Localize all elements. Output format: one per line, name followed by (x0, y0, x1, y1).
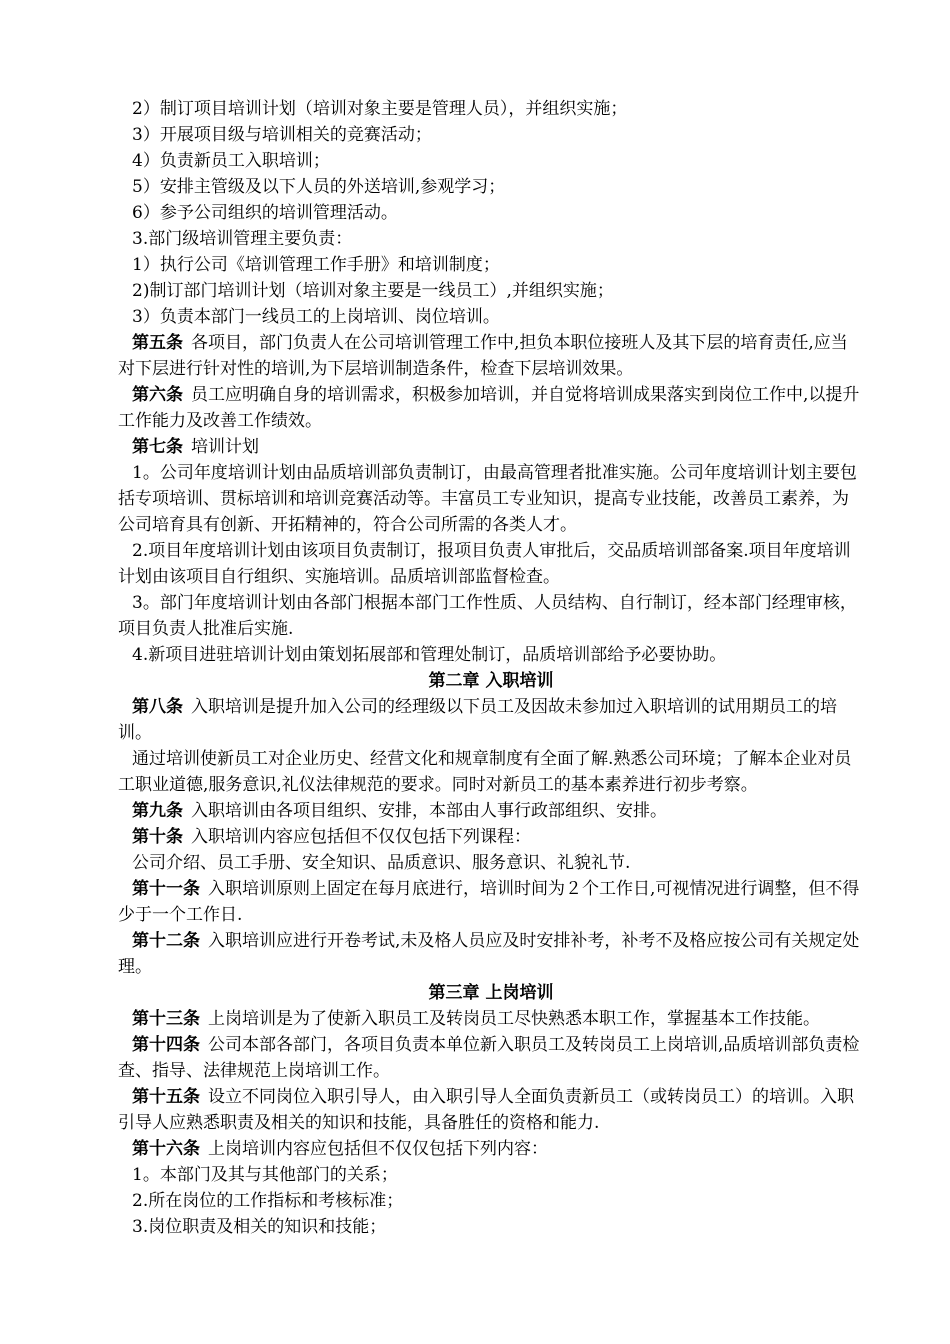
article-text: 入职培训是提升加入公司的经理级以下员工及因故未参加过入职培训的试用期员工的培训。 (118, 697, 837, 743)
article-title: 第十一条 (132, 879, 200, 899)
article-text: 员工应明确自身的培训需求，积极参加培训，并自觉将培训成果落实到岗位工作中,以提升工作能力及改善工作绩效。 (118, 385, 860, 431)
article-5 (118, 330, 864, 382)
article-title: 第七条 (132, 437, 183, 457)
article-title: 第十条 (132, 827, 183, 847)
plan-item: 3。部门年度培训计划由各部门根据本部门工作性质、人员结构、自行制订，经本部门经理审核，项目负责人批准后实施. (118, 593, 857, 639)
article-11 (118, 876, 864, 928)
list-item: 2)制订部门培训计划（培训对象主要是一线员工）,并组织实施； (132, 281, 614, 301)
article-title: 第五条 (132, 333, 183, 353)
list-item: 2）制订项目培训计划（培训对象主要是管理人员），并组织实施； (132, 99, 628, 119)
plan-item: 4.新项目进驻培训计划由策划拓展部和管理处制订，品质培训部给予必要协助。 (132, 645, 727, 665)
article-title: 第十六条 (132, 1139, 200, 1159)
article-title: 第十五条 (132, 1087, 200, 1107)
article-7 (118, 434, 864, 460)
article-12 (118, 928, 864, 980)
plan-item: 1。公司年度培训计划由品质培训部负责制订，由最高管理者批准实施。公司年度培训计划主要包括专项培训、贯标培训和培训竞赛活动等。丰富员工专业知识，提高专业技能，改善员工素养，为公司培育具有创新、开拓精神的，符合公司所需的各类人才。 (118, 463, 857, 535)
article-16 (118, 1136, 864, 1162)
article-text: 培训计划 (191, 437, 259, 457)
article-title: 第十三条 (132, 1009, 200, 1029)
article-text: 入职培训原则上固定在每月底进行，培训时间为２个工作日,可视情况进行调整，但不得少于一个工作日. (118, 879, 860, 925)
article-text: 各项目，部门负责人在公司培训管理工作中,担负本职位接班人及其下层的培育责任,应当对下层进行针对性的培训,为下层培训制造条件，检查下层培训效果。 (118, 333, 848, 379)
article-6 (118, 382, 864, 434)
article-text: 公司本部各部门，各项目负责本单位新入职员工及转岗员工上岗培训,品质培训部负责检查、指导、法律规范上岗培训工作。 (118, 1035, 860, 1081)
article-13 (118, 1006, 864, 1032)
article-text: 设立不同岗位入职引导人，由入职引导人全面负责新员工（或转岗员工）的培训。入职引导人应熟悉职责及相关的知识和技能，具备胜任的资格和能力. (118, 1087, 854, 1133)
list-item: 4）负责新员工入职培训； (132, 151, 330, 171)
article-8 (118, 694, 864, 746)
article-text: 入职培训由各项目组织、安排，本部由人事行政部组织、安排。 (191, 801, 667, 821)
chapter-heading: 第二章 入职培训 (428, 671, 554, 691)
article-title: 第十四条 (132, 1035, 200, 1055)
chapter-heading: 第三章 上岗培训 (428, 983, 554, 1003)
article-title: 第六条 (132, 385, 183, 405)
content-item: 2.所在岗位的工作指标和考核标准； (132, 1191, 404, 1211)
list-item: 3）负责本部门一线员工的上岗培训、岗位培训。 (132, 307, 500, 327)
article-title: 第十二条 (132, 931, 200, 951)
article-text: 入职培训应进行开卷考试,未及格人员应及时安排补考，补考不及格应按公司有关规定处理。 (118, 931, 860, 977)
list-item: 3.部门级培训管理主要负责： (132, 229, 353, 249)
article-10 (118, 824, 864, 850)
content-item: 3.岗位职责及相关的知识和技能； (132, 1217, 387, 1237)
article-title: 第九条 (132, 801, 183, 821)
document-body (118, 96, 864, 1240)
list-item: 5）安排主管级及以下人员的外送培训,参观学习； (132, 177, 506, 197)
article-15 (118, 1084, 864, 1136)
plan-item: 2.项目年度培训计划由该项目负责制订，报项目负责人审批后，交品质培训部备案.项目年度培训计划由该项目自行组织、实施培训。品质培训部监督检查。 (118, 541, 851, 587)
content-item: 1。本部门及其与其他部门的关系； (132, 1165, 398, 1185)
article-title: 第八条 (132, 697, 183, 717)
article-text: 上岗培训是为了使新入职员工及转岗员工尽快熟悉本职工作，掌握基本工作技能。 (208, 1009, 820, 1029)
article-text: 入职培训内容应包括但不仅仅包括下列课程： (191, 827, 531, 847)
list-item: 6）参予公司组织的培训管理活动。 (132, 203, 398, 223)
paragraph: 公司介绍、员工手册、安全知识、品质意识、服务意识、礼貌礼节. (132, 853, 631, 873)
list-item: 3）开展项目级与培训相关的竞赛活动； (132, 125, 432, 145)
article-14 (118, 1032, 864, 1084)
paragraph: 通过培训使新员工对企业历史、经营文化和规章制度有全面了解.熟悉公司环境；了解本企业对员工职业道德,服务意识,礼仪法律规范的要求。同时对新员工的基本素养进行初步考察。 (118, 749, 852, 795)
list-item: 1）执行公司《培训管理工作手册》和培训制度； (132, 255, 500, 275)
article-9 (118, 798, 864, 824)
article-text: 上岗培训内容应包括但不仅仅包括下列内容： (208, 1139, 548, 1159)
